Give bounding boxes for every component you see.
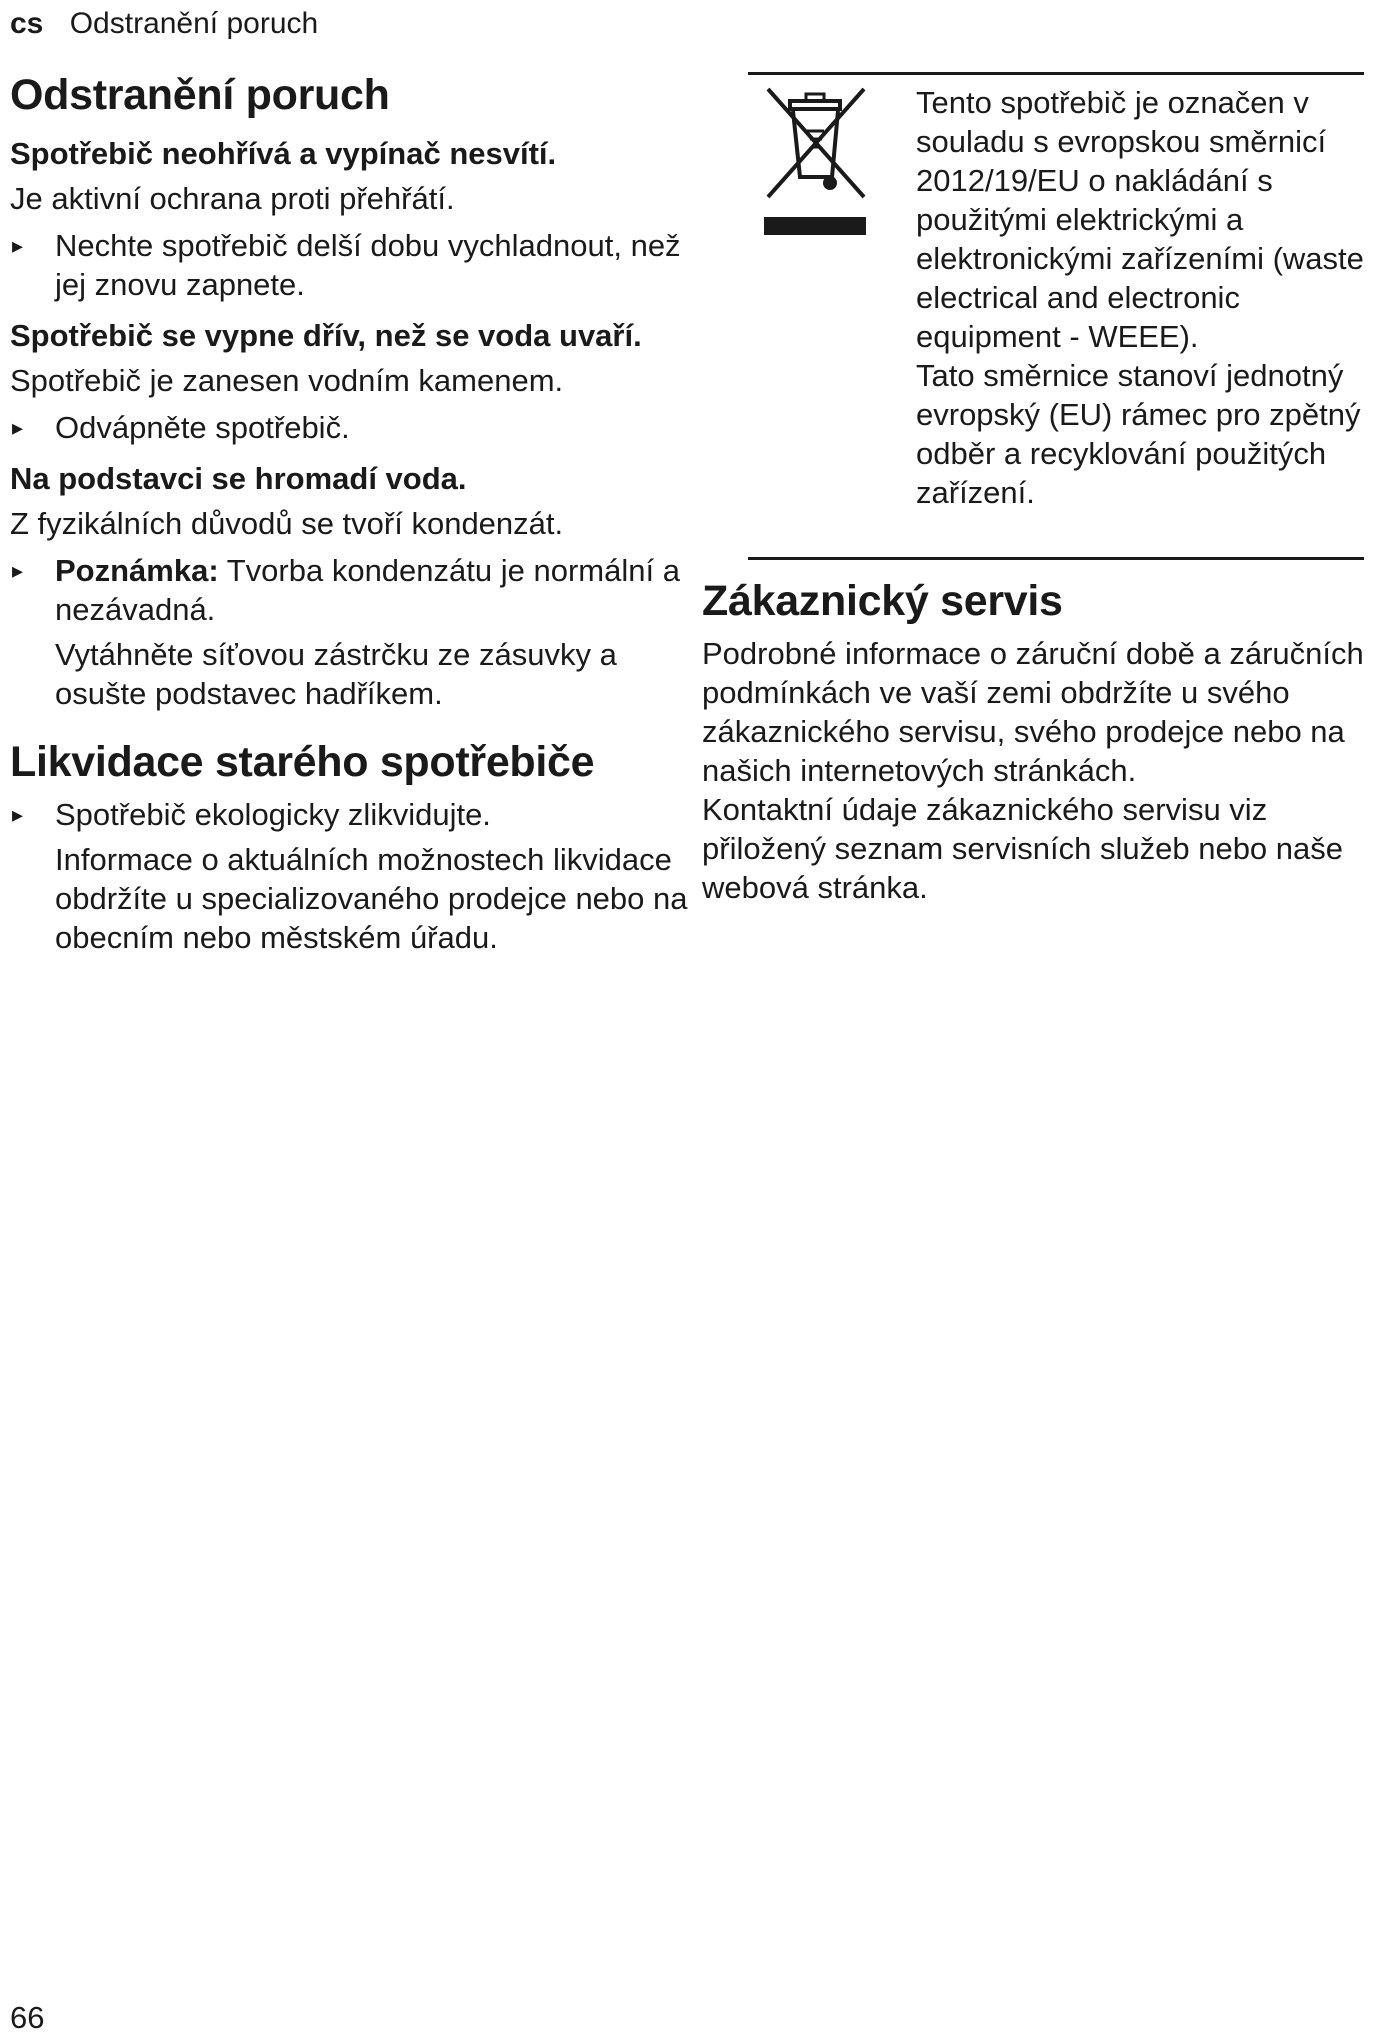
trouble-item-1 [10, 134, 690, 304]
service-paragraph-2: Kontaktní údaje zákaznického servisu viz přiložený seznam servisních služeb nebo naše webová stránka. [702, 792, 1344, 905]
disposal-info-text: Informace o aktuálních možnostech likvidace obdržíte u specializovaného prodejce nebo na obecním nebo městském úřadu. [55, 842, 688, 955]
cause-text: Spotřebič je zanesen vodním kamenem. [10, 363, 564, 398]
service-title: Zákaznický servis [702, 577, 1063, 625]
page-header [10, 4, 318, 44]
bullet-arrow-icon: ▸ [12, 802, 24, 827]
language-code: cs [10, 7, 44, 40]
cause-text: Z fyzikálních důvodů se tvoří kondenzát. [10, 506, 564, 541]
left-column [10, 68, 690, 965]
remedy-step [10, 551, 690, 629]
page-number: 66 [10, 2000, 45, 2035]
weee-paragraph-2: Tato směrnice stanoví jednotný evropský (EU) rámec pro zpětný odběr a recyklování použitých zařízení. [916, 358, 1361, 510]
remedy-text: Odvápněte spotřebič. [55, 410, 350, 445]
right-column [702, 72, 1364, 915]
bullet-arrow-icon: ▸ [12, 415, 24, 440]
problem-heading: Spotřebič neohřívá a vypínač nesvítí. [10, 136, 557, 171]
remedy-step [10, 408, 690, 447]
disposal-step-text: Spotřebič ekologicky zlikvidujte. [55, 797, 491, 832]
remedy-step [10, 226, 690, 304]
disposal-step [10, 795, 690, 834]
service-paragraph-1: Podrobné informace o záruční době a záručních podmínkách ve vaší zemi obdržíte u svého zákaznického servisu, svého prodejce nebo na našich internetových stránkách. [702, 636, 1364, 788]
running-header-title: Odstranění poruch [69, 7, 319, 40]
troubleshooting-title: Odstranění poruch [10, 71, 390, 119]
remedy-text: Tvorba kondenzátu je normální a nezávadná. [55, 553, 680, 627]
crossed-out-wheelie-bin-icon [760, 85, 870, 245]
trouble-item-3 [10, 459, 690, 713]
cause-text: Je aktivní ochrana proti přehřátí. [10, 181, 455, 216]
bullet-arrow-icon: ▸ [12, 233, 24, 258]
note-label: Poznámka: [55, 553, 219, 588]
remedy-extra-text: Vytáhněte síťovou zástrčku ze zásuvky a osušte podstavec hadříkem. [55, 637, 617, 711]
bullet-arrow-icon: ▸ [12, 558, 24, 583]
weee-notice [748, 72, 1364, 560]
weee-paragraph-1: Tento spotřebič je označen v souladu s evropskou směrnicí 2012/19/EU o nakládání s použitými elektrickými a elektronickými zařízeními (waste electrical and electronic equipment - WEEE). [916, 85, 1364, 354]
problem-heading: Na podstavci se hromadí voda. [10, 461, 467, 496]
trouble-item-2 [10, 316, 690, 447]
problem-heading: Spotřebič se vypne dřív, než se voda uvaří. [10, 318, 642, 353]
remedy-text: Nechte spotřebič delší dobu vychladnout, než jej znovu zapnete. [55, 228, 681, 302]
disposal-title: Likvidace starého spotřebiče [10, 738, 595, 786]
weee-text [916, 83, 1364, 512]
